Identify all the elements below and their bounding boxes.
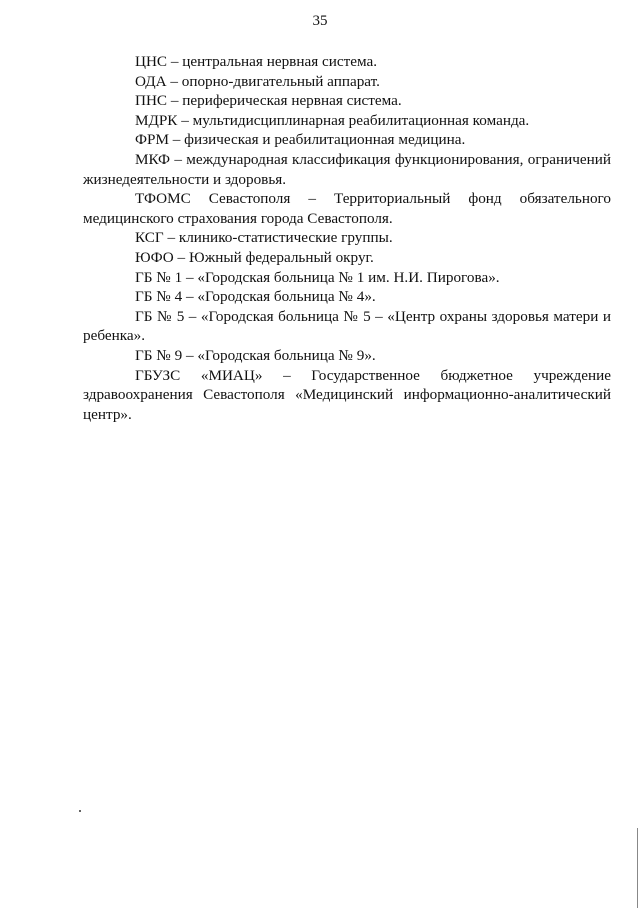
abbreviation-entry-miac: ГБУЗС «МИАЦ» – Государственное бюджетное учреждение здравоохранения Севастополя «Медицинский информационно-аналитический центр». bbox=[83, 366, 611, 423]
abbreviation-entry-mdrk: МДРК – мультидисциплинарная реабилитационная команда. bbox=[135, 111, 530, 129]
page-number: 35 bbox=[312, 13, 328, 29]
abbreviation-entry-gb4: ГБ № 4 – «Городская больница № 4». bbox=[135, 288, 376, 306]
abbreviation-entry-gb1: ГБ № 1 – «Городская больница № 1 им. Н.И. Пирогова». bbox=[135, 268, 500, 286]
abbreviation-entry-ksg: КСГ – клинико-статистические группы. bbox=[135, 229, 393, 247]
abbreviation-entry-cns: ЦНС – центральная нервная система. bbox=[135, 53, 378, 70]
abbreviation-entry-mkf: МКФ – международная классификация функционирования, ограничений жизнедеятельности и здоровья. bbox=[83, 150, 611, 188]
abbreviation-entry-pns: ПНС – периферическая нервная система. bbox=[135, 92, 402, 110]
abbreviation-entry-ufo: ЮФО – Южный федеральный округ. bbox=[135, 248, 374, 266]
scan-edge-line bbox=[637, 828, 638, 908]
scan-speck bbox=[79, 810, 81, 812]
abbreviation-entry-oda: ОДА – опорно-двигательный аппарат. bbox=[135, 72, 380, 90]
abbreviation-entry-tfoms: ТФОМС Севастополя – Территориальный фонд обязательного медицинского страхования города Севастополя. bbox=[83, 190, 611, 227]
abbreviation-entry-gb9: ГБ № 9 – «Городская больница № 9». bbox=[135, 346, 376, 364]
abbreviations-list bbox=[83, 52, 611, 424]
abbreviation-entry-gb5: ГБ № 5 – «Городская больница № 5 – «Центр охраны здоровья матери и ребенка». bbox=[83, 307, 611, 345]
abbreviation-entry-frm: ФРМ – физическая и реабилитационная медицина. bbox=[135, 131, 466, 149]
